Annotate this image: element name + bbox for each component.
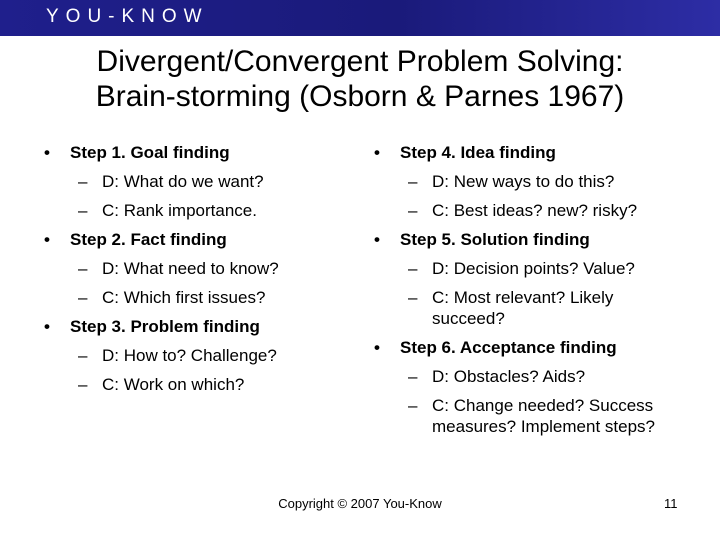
bullet-icon: • — [44, 143, 50, 162]
sub-item — [372, 196, 712, 225]
sub-item-text: D: New ways to do this? — [432, 172, 615, 191]
step-label: Step 2. Fact finding — [70, 230, 227, 249]
sub-item-text: C: Change needed? Success measures? Implement steps? — [432, 396, 655, 436]
sub-item-text: C: Best ideas? new? risky? — [432, 201, 638, 220]
step-label: Step 3. Problem finding — [70, 317, 260, 336]
sub-item — [42, 341, 342, 370]
sub-item — [372, 283, 672, 333]
sub-item — [372, 254, 712, 283]
sub-item — [42, 167, 342, 196]
dash-icon: – — [78, 172, 88, 191]
left-column — [42, 138, 342, 399]
dash-icon: – — [78, 375, 88, 394]
sub-item-text: D: How to? Challenge? — [102, 346, 277, 365]
title-line-2: Brain-storming (Osborn & Parnes 1967) — [95, 80, 625, 113]
sub-item-text: D: What do we want? — [102, 172, 264, 191]
sub-item-text: D: Obstacles? Aids? — [432, 367, 586, 386]
step-item — [372, 225, 712, 254]
dash-icon: – — [408, 259, 418, 278]
step-item — [372, 138, 712, 167]
dash-icon: – — [78, 201, 88, 220]
step-item — [372, 333, 712, 362]
sub-item-text: D: Decision points? Value? — [432, 259, 635, 278]
bullet-icon: • — [374, 338, 380, 357]
dash-icon: – — [408, 288, 418, 307]
dash-icon: – — [408, 367, 418, 386]
step-label: Step 5. Solution finding — [400, 230, 590, 249]
sub-item — [372, 167, 712, 196]
slide-title — [0, 44, 720, 114]
bullet-icon: • — [374, 143, 380, 162]
brand-logo: YOU-KNOW — [46, 6, 209, 27]
sub-item-text: D: What need to know? — [102, 259, 279, 278]
sub-item — [372, 362, 712, 391]
bullet-icon: • — [44, 317, 50, 336]
bullet-icon: • — [374, 230, 380, 249]
sub-item-text: C: Most relevant? Likely succeed? — [432, 288, 614, 328]
sub-item-text: C: Rank importance. — [102, 201, 257, 220]
dash-icon: – — [78, 259, 88, 278]
right-column — [372, 138, 712, 441]
sub-item — [42, 196, 342, 225]
dash-icon: – — [408, 201, 418, 220]
step-label: Step 6. Acceptance finding — [400, 338, 617, 357]
dash-icon: – — [78, 346, 88, 365]
bullet-icon: • — [44, 230, 50, 249]
step-item — [42, 312, 342, 341]
dash-icon: – — [78, 288, 88, 307]
page-number: 11 — [664, 496, 678, 511]
copyright-text: Copyright © 2007 You-Know — [278, 496, 442, 511]
sub-item — [42, 370, 342, 399]
sub-item — [42, 254, 342, 283]
sub-item — [42, 283, 342, 312]
step-item — [42, 138, 342, 167]
sub-item-text: C: Which first issues? — [102, 288, 266, 307]
step-label: Step 4. Idea finding — [400, 143, 556, 162]
step-item — [42, 225, 342, 254]
dash-icon: – — [408, 172, 418, 191]
header-bar — [0, 0, 720, 36]
dash-icon: – — [408, 396, 418, 415]
title-line-1: Divergent/Convergent Problem Solving: — [96, 45, 624, 78]
step-label: Step 1. Goal finding — [70, 143, 230, 162]
sub-item — [372, 391, 702, 441]
sub-item-text: C: Work on which? — [102, 375, 245, 394]
